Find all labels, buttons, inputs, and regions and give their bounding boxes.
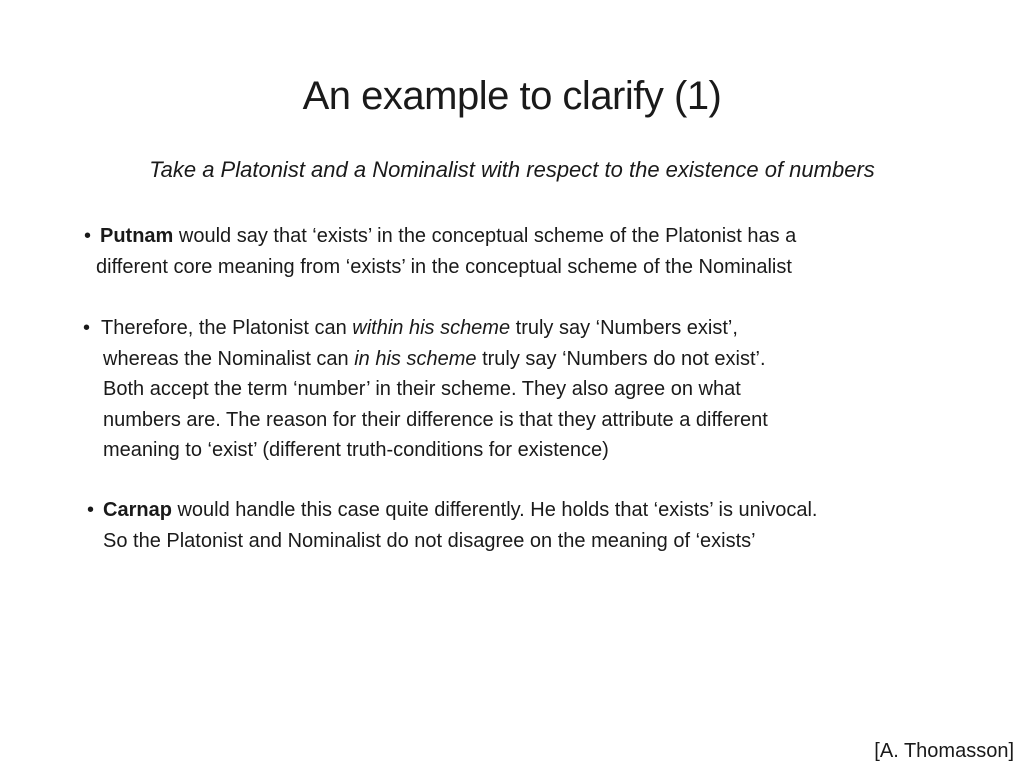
bullet-therefore (83, 313, 983, 466)
therefore-l2-b: truly say ‘Numbers do not exist’. (476, 347, 766, 370)
bullet-dot: • (84, 225, 92, 247)
bullet-putnam (84, 221, 980, 282)
therefore-l1-em: within his scheme (352, 317, 511, 339)
therefore-l2-a: whereas the Nominalist can (103, 347, 355, 370)
bullet-dot: • (87, 499, 95, 521)
carnap-line1 (103, 495, 983, 526)
slide-subtitle: Take a Platonist and a Nominalist with respect to the existence of numbers (149, 157, 875, 182)
slide-title: An example to clarify (1) (302, 74, 722, 118)
carnap-name: Carnap (103, 499, 172, 521)
putnam-name: Putnam (100, 225, 174, 247)
putnam-text-2: different core meaning from ‘exists’ in the conceptual scheme of the Nominalist (96, 255, 792, 278)
therefore-line2 (103, 344, 983, 375)
bullet-carnap (87, 495, 983, 556)
therefore-line4: numbers are. The reason for their difference is that they attribute a different (103, 408, 768, 431)
putnam-text-1: would say that ‘exists’ in the conceptual scheme of the Platonist has a (173, 225, 797, 247)
therefore-line1 (101, 313, 983, 344)
therefore-l1-a: Therefore, the Platonist can (101, 317, 353, 339)
therefore-l1-b: truly say ‘Numbers exist’, (510, 317, 738, 339)
carnap-text-2: So the Platonist and Nominalist do not disagree on the meaning of ‘exists’ (103, 529, 756, 552)
therefore-l2-em: in his scheme (354, 347, 477, 370)
therefore-line3: Both accept the term ‘number’ in their scheme. They also agree on what (103, 378, 741, 400)
bullet-putnam-line1 (100, 225, 796, 247)
carnap-text-1: would handle this case quite differently. He holds that ‘exists’ is univocal. (171, 499, 818, 521)
attribution: [A. Thomasson] (874, 740, 1014, 762)
bullet-dot: • (83, 317, 91, 339)
therefore-line5: meaning to ‘exist’ (different truth-conditions for existence) (103, 439, 609, 461)
